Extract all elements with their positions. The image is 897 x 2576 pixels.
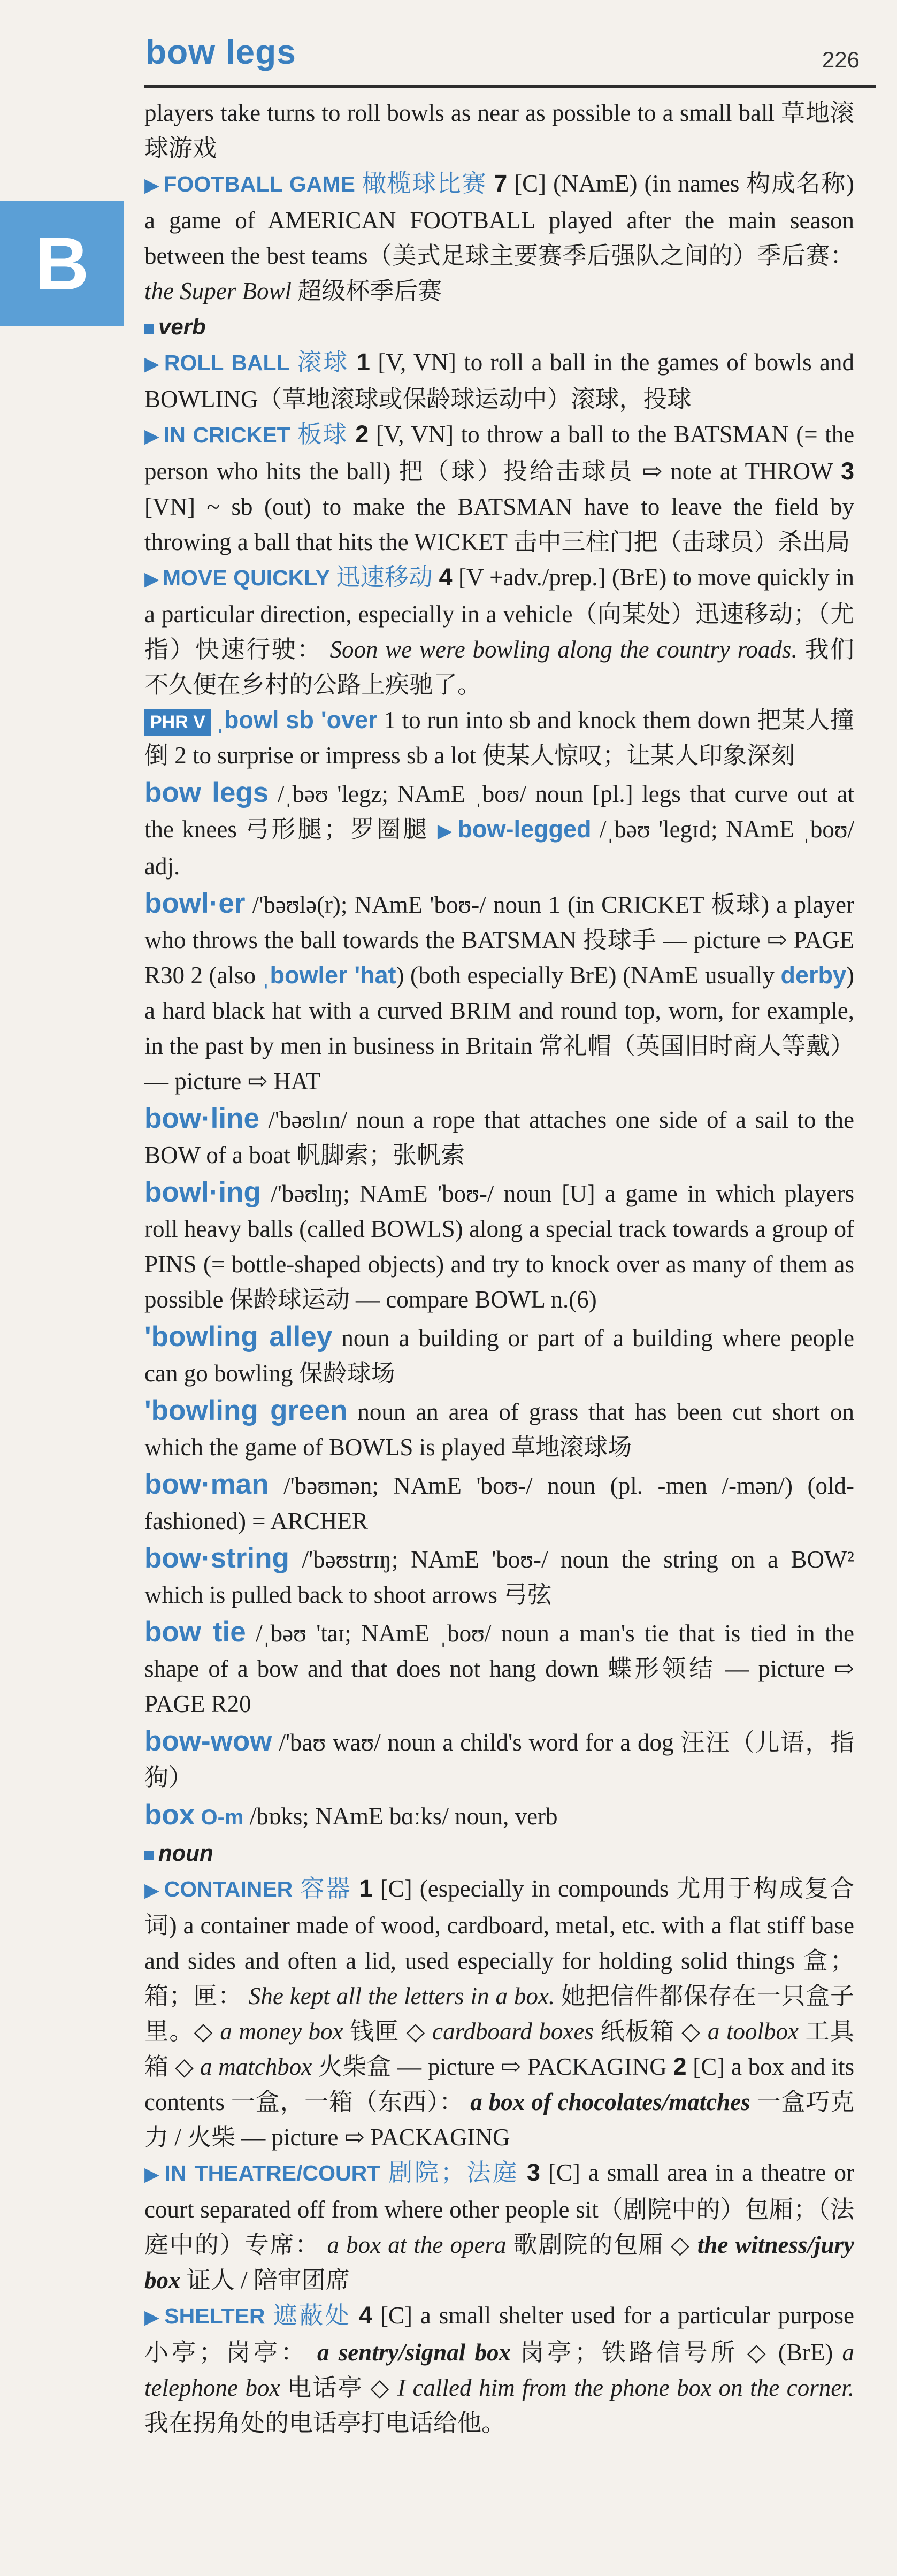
triangle-icon: ▶ xyxy=(144,1879,161,1901)
sense-roll-ball: ▶ ROLL BALL 滚球 1 [V, VN] to roll a ball in the games of bowls and BOWLING（草地滚球或保龄球运动中）滚球，投球 xyxy=(144,348,855,412)
entry-box: box O-m /bɒks; NAmE bɑːks/ noun, verb xyxy=(144,1799,558,1831)
headword: 'bowling green xyxy=(144,1395,348,1426)
triangle-icon: ▶ xyxy=(144,353,161,374)
phrasal-verb-badge: PHR V xyxy=(144,709,211,736)
triangle-icon: ▶ xyxy=(144,2164,162,2185)
phrasal-verb-bowl-over: PHR V ˌbowl sb 'over 1 to run into sb and knock them down 把某人撞倒 2 to surprise or impress sb a lot 使某人惊叹；让某人印象深刻 xyxy=(144,706,854,769)
sense-shelter: ▶ SHELTER 遮蔽处 4 [C] a small shelter used for a particular purpose 小亭；岗亭： a sentry/signal box 岗亭；铁路信号所 ◇ (BrE) a telephone box 电话亭 ◇ I called him from the phone box on the corner. 我在拐角处的电话亭打电话给他。 xyxy=(144,2302,855,2436)
triangle-icon: ▶ xyxy=(144,568,159,590)
key-icon: O-m xyxy=(201,1806,244,1829)
headword: bowl·er xyxy=(144,888,246,919)
pos-verb: verb xyxy=(144,309,854,345)
headword: 'bowling alley xyxy=(144,1321,333,1352)
square-bullet-icon xyxy=(144,324,154,334)
headword: bowl·ing xyxy=(144,1176,261,1208)
headword: bow·man xyxy=(144,1469,269,1500)
entry-bowline: bow·line /'bəʊlɪn/ noun a rope that attaches one side of a sail to the BOW of a boat 帆脚索；张帆索 xyxy=(144,1103,855,1168)
sense-container: ▶ CONTAINER 容器 1 [C] (especially in compounds 尤用于构成复合词) a container made of wood, cardboard, metal, etc. with a flat stiff base and sides and often a lid, used especially for holding solid things 盒；箱；匣： She kept all the letters in a box. 她把信件都保存在一只盒子里。◇ a money box 钱匣 ◇ cardboard boxes 纸板箱 ◇ a toolbox 工具箱 ◇ a matchbox 火柴盒 — picture ⇨ PACKAGING 2 [C] a box and its contents 一盒，一箱（东西）： a box of chocolates/matches 一盒巧克力 / 火柴 — picture ⇨ PACKAGING xyxy=(144,1875,855,2151)
headword: bow·line xyxy=(144,1103,259,1134)
triangle-icon: ▶ xyxy=(144,2306,162,2328)
entry-bowling-green: 'bowling green noun an area of grass that has been cut short on which the game of BOWLS is played 草地滚球场 xyxy=(144,1395,854,1461)
square-bullet-icon xyxy=(144,1851,154,1860)
triangle-icon: ▶ xyxy=(437,820,455,842)
guide-word: FOOTBALL GAME xyxy=(163,172,355,196)
dictionary-column xyxy=(144,95,854,2441)
entry-bowling-alley: 'bowling alley noun a building or part of a building where people can go bowling 保龄球场 xyxy=(144,1321,854,1387)
header-rule xyxy=(144,85,876,88)
headword: bow-wow xyxy=(144,1725,272,1757)
cross-reference-link[interactable]: derby xyxy=(780,961,846,989)
entry-bow-tie: bow tie /ˌbəʊ 'taɪ; NAmE ˌboʊ/ noun a man's tie that is tied in the shape of a bow and that does not hang down 蝶形领结 — picture ⇨ PAGE R20 xyxy=(144,1616,854,1717)
thumb-letter: B xyxy=(35,221,89,305)
triangle-icon: ▶ xyxy=(144,174,160,196)
page-number: 226 xyxy=(822,47,860,72)
entry-bow-wow: bow-wow /'baʊ waʊ/ noun a child's word for a dog 汪汪（儿语，指狗） xyxy=(144,1725,855,1791)
running-head: bow legs xyxy=(145,33,296,71)
sense-football-game: ▶ FOOTBALL GAME 橄榄球比赛 7 [C] (NAmE) (in names 构成名称) a game of AMERICAN FOOTBALL played after the main season between the best teams（美式足球主要赛季后强队之间的）季后赛： the Super Bowl 超级杯季后赛 xyxy=(144,170,854,304)
cross-reference-link[interactable]: bow-legged xyxy=(457,815,592,843)
thumb-index-tab[interactable] xyxy=(0,201,124,326)
entry-bow-legs: bow legs /ˌbəʊ 'legz; NAmE ˌboʊ/ noun [pl.] legs that curve out at the knees 弓形腿；罗圈腿 ▶ bow-legged /ˌbəʊ 'legɪd; NAmE ˌboʊ/ adj. xyxy=(144,777,855,880)
sense-move-quickly: ▶ MOVE QUICKLY 迅速移动 4 [V +adv./prep.] (BrE) to move quickly in a particular direction, especially in a vehicle（向某处）迅速移动；（尤指）快速行驶： Soon we were bowling along the country roads. 我们不久便在乡村的公路上疾驰了。 xyxy=(144,563,855,698)
headword: box xyxy=(144,1799,195,1831)
headword: bow tie xyxy=(144,1616,246,1648)
headword: bow·string xyxy=(144,1542,289,1574)
triangle-icon: ▶ xyxy=(144,425,160,447)
sense-in-cricket: ▶ IN CRICKET 板球 2 [V, VN] to throw a ball to the BATSMAN (= the person who hits the ball) 把（球）投给击球员 ⇨ note at THROW 3 [VN] ~ sb (out) to make the BATSMAN have to leave the field by throwing a ball that hits the WICKET 击中三柱门把（击球员）杀出局 xyxy=(144,421,855,555)
sense-in-theatre-court: ▶ IN THEATRE/COURT 剧院；法庭 3 [C] a small area in a theatre or court separated off from where other people sit（剧院中的）包厢；（法庭中的）专席： a box at the opera 歌剧院的包厢 ◇ the witness/jury box 证人 / 陪审团席 xyxy=(144,2159,855,2294)
bowl-continuation: players take turns to roll bowls as near as possible to a small ball 草地滚球游戏 xyxy=(144,100,854,162)
entry-bowler: bowl·er /'bəʊlə(r); NAmE 'boʊ-/ noun 1 (in CRICKET 板球) a player who throws the ball towards the BATSMAN 投球手 — picture ⇨ PAGE R30 2 (also ˌbowler 'hat) (both especially BrE) (NAmE usually derby) a hard black hat with a curved BRIM and round top, worn, for example, in the past by men in business in Britain 常礼帽（英国旧时商人等戴）— picture ⇨ HAT xyxy=(144,888,854,1095)
entry-bowman: bow·man /'bəʊmən; NAmE 'boʊ-/ noun (pl. -men /-mən/) (old-fashioned) = ARCHER xyxy=(144,1469,854,1534)
headword: bow legs xyxy=(144,777,269,808)
entry-bowling: bowl·ing /'bəʊlɪŋ; NAmE 'boʊ-/ noun [U] a game in which players roll heavy balls (called BOWLS) along a special track towards a group of PINS (= bottle-shaped objects) and try to knock over as many of them as possible 保龄球运动 — compare BOWL n.(6) xyxy=(144,1176,854,1313)
entry-bowstring: bow·string /'bəʊstrɪŋ; NAmE 'boʊ-/ noun the string on a BOW² which is pulled back to shoot arrows 弓弦 xyxy=(144,1542,855,1608)
pos-noun: noun xyxy=(144,1835,854,1871)
